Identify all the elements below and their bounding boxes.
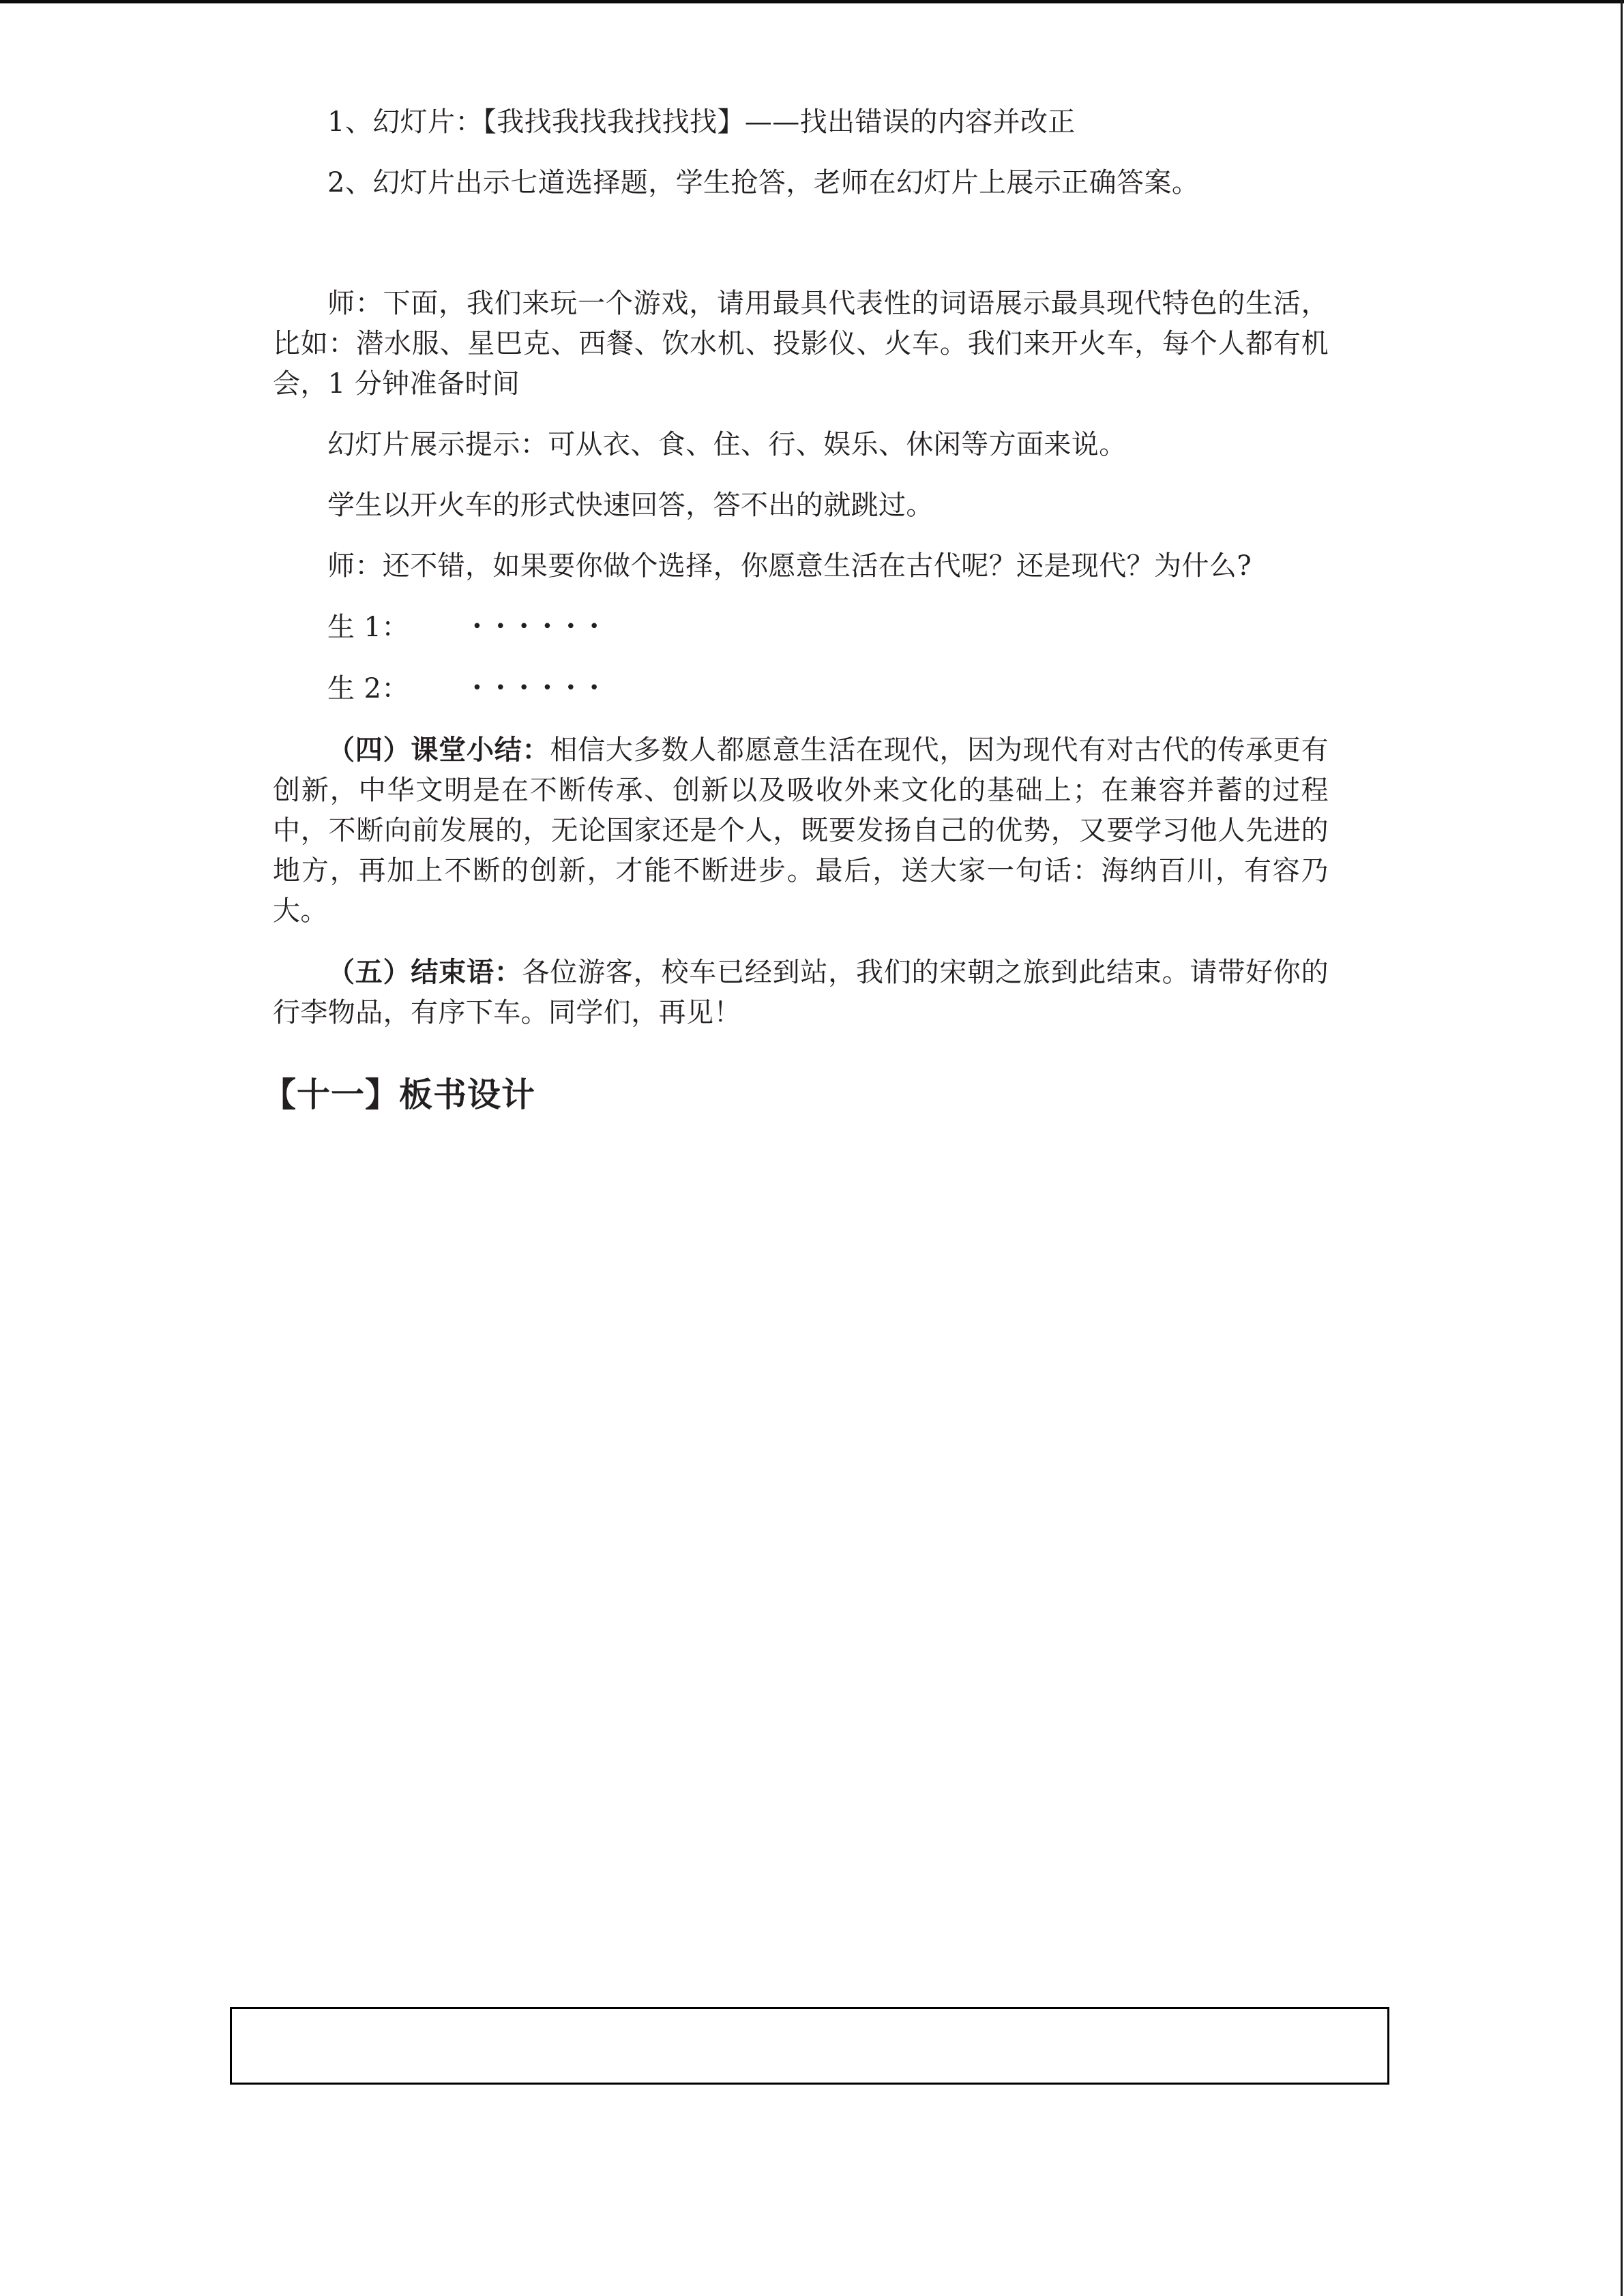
section-closing-heading: （五）结束语：: [327, 956, 522, 988]
spacer: [273, 465, 1329, 486]
dialogue-teacher-1: 师：下面，我们来玩一个游戏，请用最具代表性的词语展示最具现代特色的生活，比如：潜水服、星巴克、西餐、饮水机、投影仪、火车。我们来开火车，每个人都有机会，1 分钟准备时间: [273, 288, 1329, 400]
spacer: [273, 526, 1329, 546]
student-answer-1-label: 生 1：: [327, 612, 409, 643]
student-answer-1-dots: ••••••: [471, 616, 612, 637]
spacer: [273, 404, 1329, 425]
spacer: [273, 143, 1329, 163]
spacer: [273, 931, 1329, 952]
section-summary: [273, 730, 1329, 931]
student-answer-2-label: 生 2：: [327, 673, 409, 704]
section-closing-body: 各位游客，校车已经到站，我们的宋朝之旅到此结束。请带好你的行李物品，有序下车。同学们，再见！: [273, 957, 1329, 1028]
document-body: [263, 0, 1329, 1116]
dialogue-slide-hint: 幻灯片展示提示：可从衣、食、住、行、娱乐、休闲等方面来说。: [327, 429, 1127, 460]
spacer: [273, 648, 1329, 668]
dialogue-teacher-2: 师：还不错，如果要你做个选择，你愿意生活在古代呢？还是现代？为什么?: [327, 550, 1252, 582]
section-summary-body: 相信大多数人都愿意生活在现代，因为现代有对古代的传承更有创新，中华文明是在不断传承、创新以及吸收外来文化的基础上；在兼容并蓄的过程中，不断向前发展的，无论国家还是个人，既要发扬自己的优势，又要学习他人先进的地方，再加上不断的创新，才能不断进步。最后，送大家一句话：海纳百川，有容乃大。: [273, 734, 1329, 927]
spacer: [273, 1033, 1329, 1073]
numbered-item-2: 2、幻灯片出示七道选择题，学生抢答，老师在幻灯片上展示正确答案。: [327, 167, 1200, 198]
dialogue-student-activity: 学生以开火车的形式快速回答，答不出的就跳过。: [327, 490, 934, 521]
section-summary-heading: （四）课堂小结：: [327, 734, 550, 766]
numbered-item-1: 1、幻灯片：【我找我找我找找找】——找出错误的内容并改正: [327, 106, 1076, 138]
spacer: [273, 203, 1329, 284]
spacer: [273, 586, 1329, 607]
board-design-box: [230, 2007, 1389, 2085]
board-design-heading: [263, 1073, 1329, 1116]
board-design-heading-bracket: 【十一】: [263, 1075, 400, 1114]
section-closing: [273, 952, 1329, 1033]
top-spacer: [273, 0, 1329, 102]
student-answer-1: [273, 607, 1329, 648]
spacer: [273, 709, 1329, 730]
student-answer-2-dots: ••••••: [471, 678, 612, 698]
student-answer-2: [273, 668, 1329, 709]
page-right-edge-artifact: [1621, 0, 1623, 2296]
board-design-heading-title: 板书设计: [399, 1075, 536, 1114]
